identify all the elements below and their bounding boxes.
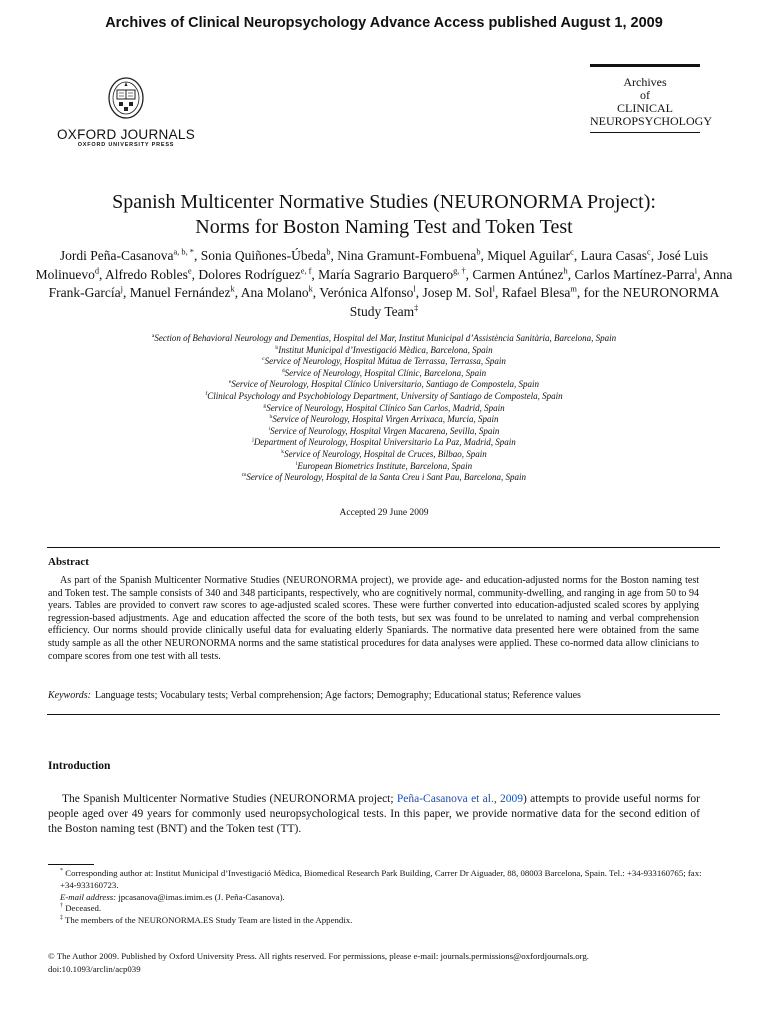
footnote-corresponding-text: Corresponding author at: Institut Municipal d’Investigació Mèdica, Biomedical Research Park Building, Carrer Dr Aiguader, 88, 08003 Barcelona, Spain. Tel.: +34-933160765; fax: +34-933160723. bbox=[60, 868, 702, 890]
author-affiliation-mark: k bbox=[230, 284, 235, 294]
copyright-line: © The Author 2009. Published by Oxford University Press. All rights reserved. For permissions, please e-mail: journals.permissions@oxfordjournals.org. bbox=[48, 951, 589, 961]
article-title bbox=[40, 190, 728, 240]
affiliation-text: Institut Municipal d’Investigació Mèdica, Barcelona, Spain bbox=[278, 344, 493, 355]
affiliation-text: Service of Neurology, Hospital Virgen Arrixaca, Murcia, Spain bbox=[272, 414, 499, 425]
footnote-email bbox=[48, 892, 708, 904]
affiliation-list bbox=[80, 333, 688, 484]
affiliation-line bbox=[80, 345, 688, 357]
author-affiliation-mark: d bbox=[94, 266, 100, 275]
intro-text-after: ) attempts to provide useful norms for people aged over 49 years for commonly used neuropsychological tests. In this paper, we provide normative data for the second edition of the Boston naming test (BNT) and the Token test (TT). bbox=[48, 793, 700, 835]
footnote-deceased bbox=[48, 903, 708, 915]
author-name: Rafael Blesa bbox=[501, 285, 571, 300]
author-affiliation-mark: c bbox=[570, 247, 574, 257]
affiliation-line bbox=[80, 368, 688, 380]
author-name: José Luis Molinuevo bbox=[35, 248, 709, 282]
author-name: for the NEURONORMA Study Team bbox=[349, 285, 720, 319]
author-name: Manuel Fernández bbox=[129, 285, 231, 300]
author-name: Josep M. Sol bbox=[422, 285, 493, 300]
affiliation-line bbox=[80, 356, 688, 368]
author-affiliation-mark: e bbox=[187, 266, 192, 275]
journal-logo bbox=[590, 64, 713, 133]
footnote-deceased-text: Deceased. bbox=[65, 903, 102, 914]
affiliation-text: Service of Neurology, Hospital Clínico Universitario, Santiago de Compostela, Spain bbox=[231, 379, 540, 390]
author-affiliation-mark: b bbox=[326, 247, 331, 257]
journal-logo-line2: of bbox=[640, 88, 650, 102]
affiliation-text: Department of Neurology, Hospital Universitario La Paz, Madrid, Spain bbox=[253, 437, 516, 448]
affiliation-key: i bbox=[268, 425, 271, 432]
affiliation-key: k bbox=[281, 448, 285, 455]
affiliation-line bbox=[80, 379, 688, 391]
affiliation-text: Service of Neurology, Hospital de la Santa Creu i Sant Pau, Barcelona, Spain bbox=[246, 472, 527, 483]
affiliation-key: f bbox=[205, 390, 208, 397]
affiliation-line bbox=[80, 426, 688, 438]
journal-logo-line4: NEUROPSYCHOLOGY bbox=[590, 114, 713, 128]
title-line1: Spanish Multicenter Normative Studies (NEURONORMA Project): bbox=[112, 191, 656, 213]
affiliation-key: c bbox=[262, 356, 265, 363]
affiliation-line bbox=[80, 449, 688, 461]
keywords bbox=[48, 690, 708, 701]
title-line2: Norms for Boston Naming Test and Token Test bbox=[195, 216, 573, 238]
author-affiliation-mark: g, † bbox=[453, 266, 466, 275]
affiliation-key: j bbox=[252, 437, 254, 444]
affiliation-key: l bbox=[295, 460, 298, 467]
author-affiliation-mark: b bbox=[476, 247, 481, 257]
affiliation-line bbox=[80, 391, 688, 403]
affiliation-key: d bbox=[281, 367, 285, 374]
oxford-crest-icon bbox=[106, 76, 146, 120]
author-name: Alfredo Robles bbox=[105, 266, 188, 282]
author-name: Sonia Quiñones-Úbeda bbox=[200, 248, 327, 263]
author-affiliation-mark: l bbox=[413, 284, 416, 294]
footnote-divider bbox=[48, 864, 94, 865]
publisher-name: OXFORD JOURNALS bbox=[56, 127, 196, 142]
abstract-text: As part of the Spanish Multicenter Normative Studies (NEURONORMA project), we provide age- and education-adjusted norms for the Boston naming test and Token test. The sample consists of 340 and 348 participants, respectively, who are cognitively normal, community-dwelling, and ranging in age from 50 to 94 years. Tables are provided to convert raw scores to age-adjusted scaled scores. These were further converted into education-adjusted scaled scores by applying regression-based adjustments. Age and education affected the score of the both tests, but sex was found to be unrelated to naming and verbal comprehension efficiency. Our norms should provide clinically useful data for evaluating elderly Spaniards. The normative data presented here were obtained from the same study sample as all the other NEURONORMA norms and the same statistical procedures for data analyses were applied. These co-normed data allow clinicians to compare scores from one test with all tests. bbox=[48, 575, 699, 662]
affiliation-text: Clinical Psychology and Psychobiology Department, University of Santiago de Compostela, Spain bbox=[207, 390, 563, 401]
accepted-date: Accepted 29 June 2009 bbox=[339, 508, 429, 518]
publisher-logo bbox=[46, 76, 206, 148]
author-affiliation-mark: e, f bbox=[300, 266, 312, 275]
author-name: Ana Molano bbox=[240, 285, 309, 300]
introduction-text bbox=[48, 792, 700, 837]
author-affiliation-mark: k bbox=[308, 284, 313, 294]
author-affiliation-mark: l bbox=[492, 284, 495, 294]
affiliation-key: e bbox=[228, 379, 232, 386]
affiliation-line bbox=[80, 461, 688, 473]
journal-banner: Archives of Clinical Neuropsychology Advance Access published August 1, 2009 bbox=[105, 15, 663, 31]
keywords-text: Language tests; Vocabulary tests; Verbal comprehension; Age factors; Demography; Educational status; Reference values bbox=[94, 690, 581, 701]
author-name: Laura Casas bbox=[580, 248, 647, 263]
citation-link[interactable]: Peña-Casanova et al., 2009 bbox=[396, 793, 524, 805]
author-name: Dolores Rodríguez bbox=[198, 266, 301, 282]
email-address[interactable]: jpcasanova@imas.imim.es (J. Peña-Casanova). bbox=[118, 891, 285, 902]
affiliation-text: Service of Neurology, Hospital Virgen Macarena, Sevilla, Spain bbox=[270, 425, 500, 436]
affiliation-text: Service of Neurology, Hospital Mútua de Terrassa, Terrassa, Spain bbox=[264, 356, 506, 367]
affiliation-key: g bbox=[263, 402, 267, 409]
footnote-mark: ‡ bbox=[60, 915, 63, 922]
affiliation-key: m bbox=[241, 472, 247, 479]
author-name: Nina Gramunt-Fombuena bbox=[337, 248, 477, 263]
affiliation-line bbox=[80, 403, 688, 415]
affiliation-line bbox=[80, 472, 688, 484]
affiliation-text: Service of Neurology, Hospital de Cruces, Bilbao, Spain bbox=[284, 448, 487, 459]
footnote-team-text: The members of the NEURONORMA.ES Study Team are listed in the Appendix. bbox=[65, 915, 353, 926]
introduction-heading: Introduction bbox=[48, 760, 111, 772]
affiliation-key: a bbox=[151, 333, 155, 339]
affiliation-text: Section of Behavioral Neurology and Dementias, Hospital del Mar, Institut Municipal d’Assistència Sanitària, Barcelona, Spain bbox=[154, 333, 617, 343]
affiliation-line bbox=[80, 414, 688, 426]
author-affiliation-mark: a, b, * bbox=[173, 247, 194, 257]
affiliation-text: Service of Neurology, Hospital Clínico San Carlos, Madrid, Spain bbox=[266, 402, 505, 413]
author-affiliation-mark: c bbox=[646, 247, 651, 257]
email-label: E-mail address: bbox=[60, 891, 117, 902]
author-name: Verónica Alfonso bbox=[319, 285, 414, 300]
affiliation-key: h bbox=[269, 414, 273, 421]
author-affiliation-mark: i bbox=[694, 266, 698, 275]
footnotes bbox=[48, 868, 708, 927]
journal-logo-line3: CLINICAL bbox=[617, 101, 673, 115]
footnote-mark: * bbox=[60, 868, 63, 875]
affiliation-line bbox=[80, 333, 688, 345]
author-affiliation-mark: h bbox=[563, 266, 568, 275]
author-list: Jordi Peña-Casanova$^{a, b, *}$, Sonia Quiñones-Úbeda$^b$, Nina Gramunt-Fombuena$^b$, Miquel Aguilar$^c$, Laura Casas$^c$, José Luis Molinuevo$^d$, Alfredo Robles$^e$, Dolores Rodríguez$^{e, f}$, María Sagrario Barquero$^{g, \dagger}$, Carmen Antúnez$^h$, Carlos Martínez-Parra$^i$, Anna Frank-García$^j$, Manuel Fernández$^k$, Ana Molano$^k$, Verónica Alfonso$^l$, Josep M. Sol$^l$, Rafael Blesa$^m$, for the NEURONORMA Study Team‡ bbox=[35, 247, 733, 319]
author-name: Anna Frank-García bbox=[48, 266, 733, 300]
journal-logo-line1: Archives bbox=[623, 75, 667, 89]
doi-line[interactable]: doi:10.1093/arclin/acp039 bbox=[48, 963, 141, 974]
author-affiliation-mark: ‡ bbox=[414, 303, 419, 312]
intro-text-before: The Spanish Multicenter Normative Studies (NEURONORMA project; bbox=[62, 793, 397, 805]
abstract-heading: Abstract bbox=[48, 556, 89, 568]
affiliation-text: Service of Neurology, Hospital Clínic, Barcelona, Spain bbox=[284, 367, 487, 378]
author-name: María Sagrario Barquero bbox=[318, 266, 454, 282]
author-name: Jordi Peña-Casanova bbox=[59, 248, 174, 263]
section-divider bbox=[47, 714, 720, 715]
author-name: Carlos Martínez-Parra bbox=[574, 266, 695, 282]
author-name: Carmen Antúnez bbox=[472, 266, 564, 282]
affiliation-text: European Biometrics Institute, Barcelona, Spain bbox=[297, 460, 473, 471]
footnote-corresponding bbox=[48, 868, 708, 892]
affiliation-key: b bbox=[275, 344, 279, 351]
footnote-team bbox=[48, 915, 708, 927]
publisher-subtitle: OXFORD UNIVERSITY PRESS bbox=[77, 142, 175, 148]
copyright-block bbox=[48, 950, 708, 975]
author-affiliation-mark: m bbox=[570, 284, 577, 294]
author-name: Miquel Aguilar bbox=[487, 248, 571, 263]
keywords-label: Keywords: bbox=[48, 690, 91, 701]
author-affiliation-mark: j bbox=[120, 284, 123, 294]
affiliation-line bbox=[80, 437, 688, 449]
section-divider bbox=[47, 547, 720, 548]
footnote-mark: † bbox=[60, 903, 63, 910]
